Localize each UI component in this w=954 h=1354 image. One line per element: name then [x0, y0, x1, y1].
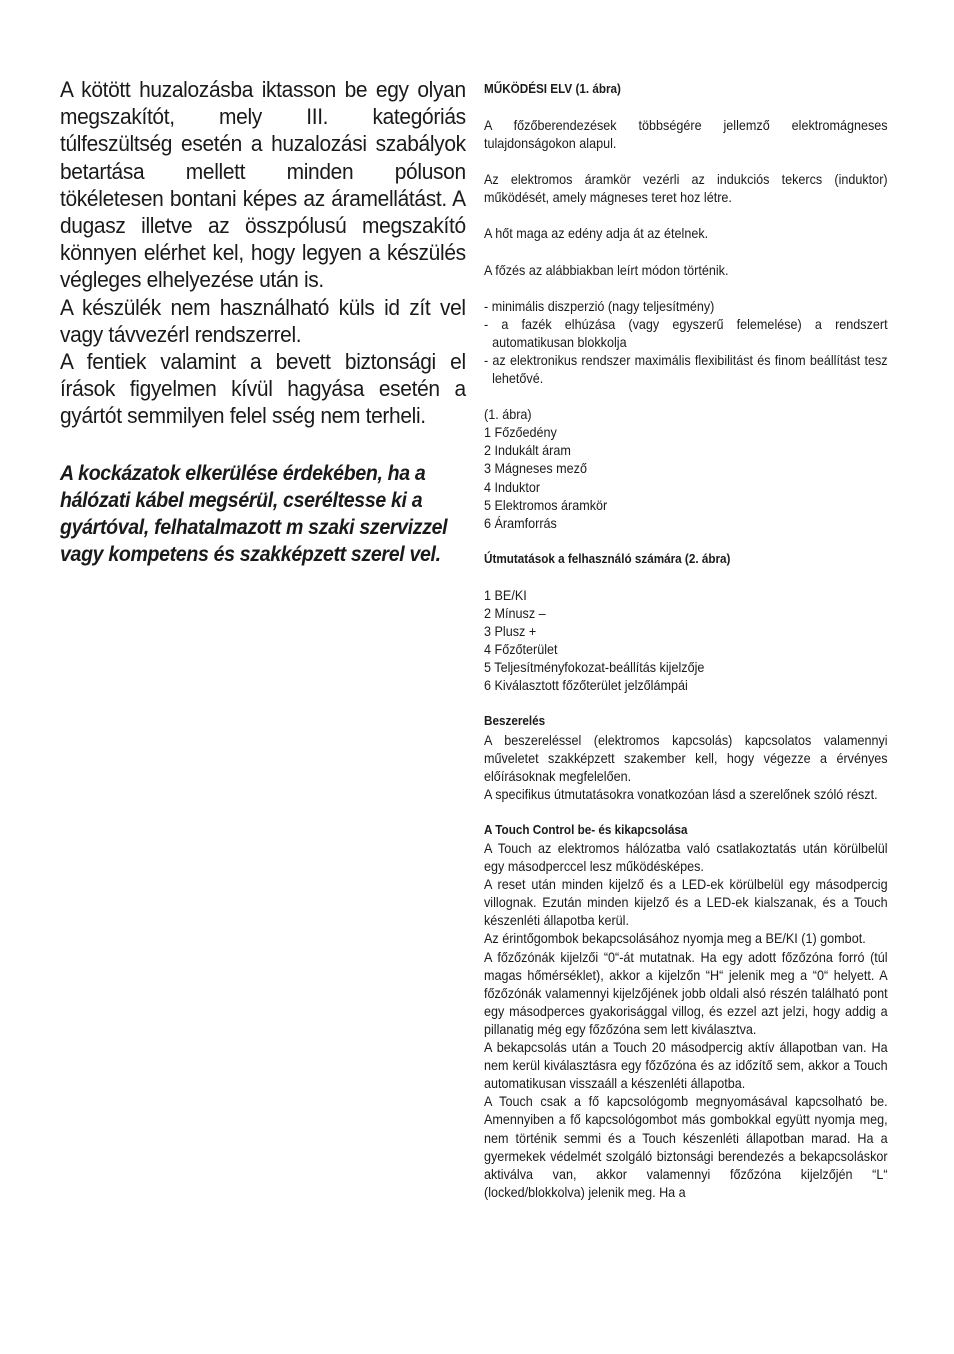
liability-paragraph: A fentiek valamint a bevett biztonsági el írások figyelmen kívül hagyása esetén a gyártót semmilyen felel sség nem terheli.	[60, 349, 466, 429]
left-column	[60, 76, 464, 568]
list-item: 4 Induktor	[484, 478, 541, 495]
list-item: 6 Áramforrás	[484, 514, 557, 531]
touch-p3: Az érintőgombok bekapcsolásához nyomja meg a BE/KI (1) gombot.	[484, 930, 866, 947]
touch-p4: A főzőzónák kijelzői “0“-át mutatnak. Ha egy adott főzőzóna forró (túl magas hőmérséklet), akkor a kijelzőn “H“ jelenik meg a “0“ helyett. A főzőzónák valamennyi kijelzőjének jobb oldali alsó részén található pont egy másodperces gyakorisággal villog, és ezzel azt jelzi, hogy addig a pillanatig még egy főzőzóna sem lett kiválasztva.	[484, 948, 888, 1037]
principle-p2: Az elektromos áramkör vezérli az indukciós tekercs (induktor) működését, amely mágneses teret hoz létre.	[484, 171, 888, 206]
heading-installation: Beszerelés	[484, 713, 546, 729]
heading-touch-control: A Touch Control be- és kikapcsolása	[484, 821, 688, 837]
bullet-list	[484, 297, 888, 387]
touch-p2: A reset után minden kijelző és a LED-ek körülbelül egy másodpercig villognak. Ezután minden kijelző és a LED-ek kialszanak, és a Touch készenléti állapotba kerül.	[484, 876, 888, 929]
list-item: 1 BE/KI	[484, 586, 527, 603]
list-item: 2 Mínusz –	[484, 604, 546, 621]
list-item: 6 Kiválasztott főzőterület jelzőlámpái	[484, 677, 688, 694]
list-item: 1 Főzőedény	[484, 424, 557, 441]
figure2-legend	[484, 586, 888, 695]
touch-p1: A Touch az elektromos hálózatba való csatlakoztatás után körülbelül egy másodperccel lesz működésképes.	[484, 840, 888, 875]
touch-p6: A Touch csak a fő kapcsológomb megnyomásával kapcsolható be. Amennyiben a fő kapcsológombot más gombokkal együtt nyomja meg, nem történik semmi és a Touch készenléti állapotban marad. Ha a gyermekek védelmét szolgáló biztonsági berendezés a bekapcsoláskor aktiválva van, akkor valamennyi főzőzóna kijelzőjén “L“ (locked/blokkolva) jelenik meg. Ha a	[484, 1093, 888, 1200]
timer-paragraph: A készülék nem használható küls id zít vel vagy távvezérl rendszerrel.	[60, 294, 466, 347]
list-item: 5 Teljesítményfokozat-beállítás kijelzője	[484, 659, 705, 676]
principle-p4: A főzés az alábbiakban leírt módon történik.	[484, 261, 729, 278]
installation-paragraph: A kötött huzalozásba iktasson be egy olyan megszakítót, mely III. kategóriás túlfeszültség esetén a huzalozási szabályok betartása mellett minden póluson tökéletesen bontani képes az áramellátást. A dugasz illetve az összpólusú megszakító könnyen elérhet kel, hogy legyen a készülés végleges elhelyezése után is.	[60, 77, 466, 293]
figure1-legend	[484, 405, 888, 532]
heading-operating-principle: MŰKÖDÉSI ELV (1. ábra)	[484, 81, 621, 96]
list-item: 2 Indukált áram	[484, 442, 571, 459]
list-item: 3 Mágneses mező	[484, 460, 587, 477]
list-item: - az elektronikus rendszer maximális flexibilitást és finom beállítást tesz lehetővé.	[484, 351, 888, 387]
list-item: - minimális diszperzió (nagy teljesítmény)	[484, 297, 715, 314]
install-p1: A beszereléssel (elektromos kapcsolás) kapcsolatos valamennyi műveletet szakképzett szakember kell, hogy végezze a érvényes előírásoknak megfelelően.	[484, 731, 888, 784]
principle-p1: A főzőberendezések többségére jellemző elektromágneses tulajdonságokon alapul.	[484, 117, 888, 152]
install-p2: A specifikus útmutatásokra vonatkozóan lásd a szerelőnek szóló részt.	[484, 785, 878, 802]
right-column	[484, 80, 888, 1201]
list-item: 4 Főzőterület	[484, 641, 558, 658]
figure1-title: (1. ábra)	[484, 406, 532, 423]
heading-user-instructions: Útmutatások a felhasználó számára (2. ábra)	[484, 550, 731, 566]
touch-p5: A bekapcsolás után a Touch 20 másodpercig aktív állapotban van. Ha nem kerül kiválasztásra egy főzőzóna és az időzítő sem, akkor a Touch automatikusan visszaáll a készenléti állapotba.	[484, 1039, 888, 1092]
principle-p3: A hőt maga az edény adja át az ételnek.	[484, 225, 709, 242]
list-item: 3 Plusz +	[484, 623, 537, 640]
list-item: 5 Elektromos áramkör	[484, 496, 608, 513]
list-item: - a fazék elhúzása (vagy egyszerű felemelése) a rendszert automatikusan blokkolja	[484, 315, 888, 350]
cable-warning: A kockázatok elkerülése érdekében, ha a hálózati kábel megsérül, cseréltesse ki a gyártóval, felhatalmazott m szaki szervizzel vagy kompetens és szakképzett szerel vel.	[60, 461, 448, 566]
